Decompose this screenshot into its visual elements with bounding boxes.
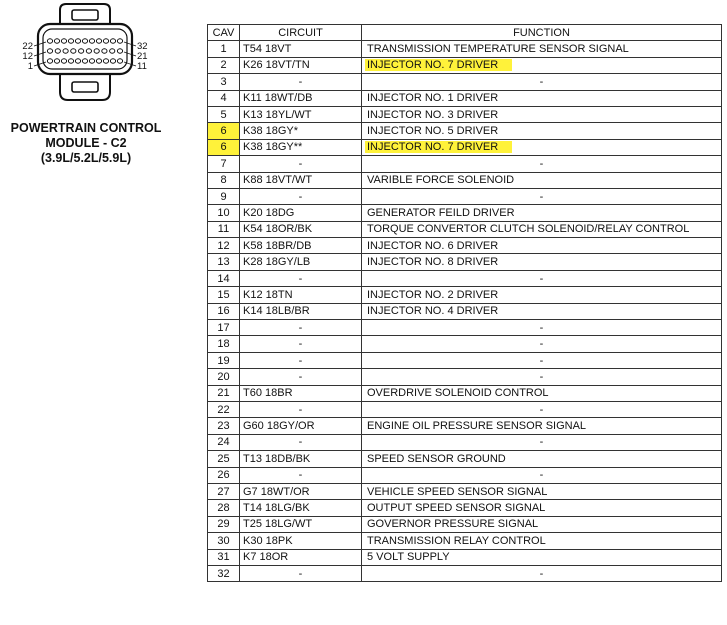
table-row bbox=[208, 320, 722, 336]
table-row bbox=[208, 123, 722, 139]
cav-cell: 21 bbox=[208, 385, 240, 401]
function-text: INJECTOR NO. 4 DRIVER bbox=[367, 305, 499, 318]
circuit-cell: G7 18WT/OR bbox=[240, 483, 362, 499]
function-text: OUTPUT SPEED SENSOR SIGNAL bbox=[367, 502, 546, 515]
pin-hole bbox=[82, 39, 87, 43]
function-text: - bbox=[539, 469, 544, 482]
function-cell bbox=[362, 139, 722, 155]
function-text: - bbox=[539, 370, 544, 383]
table-row bbox=[208, 57, 722, 73]
table-row bbox=[208, 139, 722, 155]
function-text: TORQUE CONVERTOR CLUTCH SOLENOID/RELAY CONTROL bbox=[367, 223, 690, 236]
pin-hole bbox=[82, 59, 87, 63]
function-cell bbox=[362, 221, 722, 237]
cav-cell: 14 bbox=[208, 270, 240, 286]
table-row bbox=[208, 188, 722, 204]
connector-caption bbox=[0, 121, 172, 166]
table-row bbox=[208, 516, 722, 532]
pin-hole bbox=[110, 49, 115, 53]
cav-cell: 23 bbox=[208, 418, 240, 434]
pin-label-32: 32 bbox=[137, 41, 148, 52]
pin-hole bbox=[71, 49, 76, 53]
table-row bbox=[208, 352, 722, 368]
table-row bbox=[208, 106, 722, 122]
cav-cell: 9 bbox=[208, 188, 240, 204]
table-header-row bbox=[208, 25, 722, 41]
header-cav: CAV bbox=[208, 25, 240, 41]
pin-hole bbox=[63, 49, 68, 53]
table-row bbox=[208, 533, 722, 549]
cav-cell: 26 bbox=[208, 467, 240, 483]
function-text: INJECTOR NO. 5 DRIVER bbox=[367, 125, 499, 138]
function-text: 5 VOLT SUPPLY bbox=[367, 551, 450, 564]
function-text: TRANSMISSION RELAY CONTROL bbox=[367, 534, 546, 547]
circuit-cell: - bbox=[240, 369, 362, 385]
circuit-cell: G60 18GY/OR bbox=[240, 418, 362, 434]
circuit-cell: - bbox=[240, 434, 362, 450]
cav-cell: 1 bbox=[208, 41, 240, 57]
function-text: TRANSMISSION TEMPERATURE SENSOR SIGNAL bbox=[367, 43, 629, 56]
cav-cell: 24 bbox=[208, 434, 240, 450]
pin-hole bbox=[117, 59, 122, 63]
circuit-cell: K38 18GY** bbox=[240, 139, 362, 155]
circuit-cell: K13 18YL/WT bbox=[240, 106, 362, 122]
function-cell bbox=[362, 123, 722, 139]
connector-diagram bbox=[0, 0, 170, 118]
circuit-cell: K30 18PK bbox=[240, 533, 362, 549]
function-text: - bbox=[539, 403, 544, 416]
header-function: FUNCTION bbox=[362, 25, 722, 41]
function-cell bbox=[362, 303, 722, 319]
table-row bbox=[208, 238, 722, 254]
function-cell bbox=[362, 270, 722, 286]
circuit-cell: K54 18OR/BK bbox=[240, 221, 362, 237]
function-cell bbox=[362, 418, 722, 434]
pin-label-11: 11 bbox=[137, 61, 147, 72]
circuit-cell: K11 18WT/DB bbox=[240, 90, 362, 106]
table-row bbox=[208, 467, 722, 483]
pin-hole bbox=[61, 59, 66, 63]
cav-cell: 5 bbox=[208, 106, 240, 122]
cav-cell: 17 bbox=[208, 320, 240, 336]
cav-cell: 7 bbox=[208, 156, 240, 172]
pin-hole bbox=[47, 59, 52, 63]
function-cell bbox=[362, 188, 722, 204]
cav-cell: 15 bbox=[208, 287, 240, 303]
circuit-cell: K14 18LB/BR bbox=[240, 303, 362, 319]
function-cell bbox=[362, 172, 722, 188]
connector-pins bbox=[47, 39, 122, 63]
cav-cell: 28 bbox=[208, 500, 240, 516]
pin-hole bbox=[55, 49, 60, 53]
function-cell bbox=[362, 401, 722, 417]
table-row bbox=[208, 41, 722, 57]
function-text: INJECTOR NO. 8 DRIVER bbox=[367, 256, 499, 269]
function-text: GENERATOR FEILD DRIVER bbox=[367, 206, 515, 219]
function-cell bbox=[362, 57, 722, 73]
function-text: INJECTOR NO. 1 DRIVER bbox=[367, 92, 499, 105]
function-cell bbox=[362, 74, 722, 90]
circuit-cell: K38 18GY* bbox=[240, 123, 362, 139]
cav-cell: 25 bbox=[208, 451, 240, 467]
pin-hole bbox=[54, 59, 59, 63]
function-text: INJECTOR NO. 3 DRIVER bbox=[367, 108, 499, 121]
circuit-cell: - bbox=[240, 188, 362, 204]
function-text: - bbox=[539, 338, 544, 351]
table-row bbox=[208, 451, 722, 467]
pinout-table bbox=[207, 24, 722, 582]
table-row bbox=[208, 90, 722, 106]
circuit-cell: K20 18DG bbox=[240, 205, 362, 221]
function-text: GOVERNOR PRESSURE SIGNAL bbox=[367, 518, 539, 531]
circuit-cell: T54 18VT bbox=[240, 41, 362, 57]
function-text: VEHICLE SPEED SENSOR SIGNAL bbox=[367, 485, 548, 498]
pin-hole bbox=[110, 39, 115, 43]
pin-hole bbox=[75, 39, 80, 43]
pin-hole bbox=[89, 59, 94, 63]
pin-hole bbox=[94, 49, 99, 53]
function-text: - bbox=[539, 321, 544, 334]
header-circuit: CIRCUIT bbox=[240, 25, 362, 41]
function-text: OVERDRIVE SOLENOID CONTROL bbox=[367, 387, 549, 400]
function-text: - bbox=[539, 567, 544, 580]
function-cell bbox=[362, 90, 722, 106]
table-row bbox=[208, 270, 722, 286]
cav-cell: 2 bbox=[208, 57, 240, 73]
pin-hole bbox=[68, 39, 73, 43]
table-row bbox=[208, 369, 722, 385]
pin-label-22: 22 bbox=[22, 41, 33, 52]
function-cell bbox=[362, 451, 722, 467]
function-text: ENGINE OIL PRESSURE SENSOR SIGNAL bbox=[367, 420, 587, 433]
caption-line-1: POWERTRAIN CONTROL bbox=[10, 121, 162, 135]
function-text: - bbox=[539, 75, 544, 88]
table-row bbox=[208, 221, 722, 237]
function-cell bbox=[362, 500, 722, 516]
function-cell bbox=[362, 352, 722, 368]
function-cell bbox=[362, 516, 722, 532]
cav-cell: 30 bbox=[208, 533, 240, 549]
cav-cell: 11 bbox=[208, 221, 240, 237]
function-text: VARIBLE FORCE SOLENOID bbox=[367, 174, 515, 187]
cav-cell: 16 bbox=[208, 303, 240, 319]
table-row bbox=[208, 156, 722, 172]
function-text: - bbox=[539, 354, 544, 367]
table-row bbox=[208, 303, 722, 319]
circuit-cell: - bbox=[240, 156, 362, 172]
cav-cell: 4 bbox=[208, 90, 240, 106]
table-row bbox=[208, 434, 722, 450]
table-row bbox=[208, 483, 722, 499]
function-cell bbox=[362, 156, 722, 172]
circuit-cell: T14 18LG/BK bbox=[240, 500, 362, 516]
pin-hole bbox=[68, 59, 73, 63]
circuit-cell: K58 18BR/DB bbox=[240, 238, 362, 254]
pin-hole bbox=[117, 49, 122, 53]
function-cell bbox=[362, 336, 722, 352]
function-cell bbox=[362, 205, 722, 221]
pin-hole bbox=[47, 49, 52, 53]
circuit-cell: - bbox=[240, 270, 362, 286]
table-row bbox=[208, 565, 722, 581]
function-cell bbox=[362, 549, 722, 565]
caption-line-3: (3.9L/5.2L/5.9L) bbox=[40, 151, 132, 165]
circuit-cell: T25 18LG/WT bbox=[240, 516, 362, 532]
cav-cell: 12 bbox=[208, 238, 240, 254]
cav-cell: 3 bbox=[208, 74, 240, 90]
cav-cell: 13 bbox=[208, 254, 240, 270]
circuit-cell: - bbox=[240, 336, 362, 352]
function-text: INJECTOR NO. 7 DRIVER bbox=[365, 59, 512, 71]
pin-hole bbox=[103, 39, 108, 43]
cav-cell: 19 bbox=[208, 352, 240, 368]
cav-cell: 20 bbox=[208, 369, 240, 385]
function-text: - bbox=[539, 272, 544, 285]
pinout-table-body bbox=[208, 41, 722, 582]
pin-hole bbox=[61, 39, 66, 43]
caption-line-2: MODULE - C2 bbox=[45, 136, 127, 150]
pin-hole bbox=[117, 39, 122, 43]
pin-label-1: 1 bbox=[27, 61, 33, 72]
table-row bbox=[208, 418, 722, 434]
table-row bbox=[208, 401, 722, 417]
table-row bbox=[208, 172, 722, 188]
function-cell bbox=[362, 320, 722, 336]
table-row bbox=[208, 385, 722, 401]
pin-hole bbox=[103, 59, 108, 63]
cav-cell: 31 bbox=[208, 549, 240, 565]
cav-cell: 6 bbox=[208, 123, 240, 139]
pin-hole bbox=[96, 39, 101, 43]
circuit-cell: K12 18TN bbox=[240, 287, 362, 303]
table-row bbox=[208, 336, 722, 352]
circuit-cell: T13 18DB/BK bbox=[240, 451, 362, 467]
function-text: INJECTOR NO. 7 DRIVER bbox=[365, 141, 512, 153]
pin-hole bbox=[54, 39, 59, 43]
table-row bbox=[208, 287, 722, 303]
function-cell bbox=[362, 106, 722, 122]
table-row bbox=[208, 205, 722, 221]
circuit-cell: - bbox=[240, 74, 362, 90]
pin-label-21: 21 bbox=[137, 51, 148, 62]
pin-hole bbox=[89, 39, 94, 43]
function-text: - bbox=[539, 436, 544, 449]
function-cell bbox=[362, 238, 722, 254]
function-cell bbox=[362, 369, 722, 385]
function-cell bbox=[362, 565, 722, 581]
circuit-cell: K26 18VT/TN bbox=[240, 57, 362, 73]
circuit-cell: T60 18BR bbox=[240, 385, 362, 401]
table-row bbox=[208, 254, 722, 270]
circuit-cell: - bbox=[240, 467, 362, 483]
function-text: - bbox=[539, 190, 544, 203]
pin-hole bbox=[110, 59, 115, 63]
cav-cell: 8 bbox=[208, 172, 240, 188]
pin-hole bbox=[96, 59, 101, 63]
function-cell bbox=[362, 467, 722, 483]
function-cell bbox=[362, 483, 722, 499]
function-cell bbox=[362, 434, 722, 450]
cav-cell: 22 bbox=[208, 401, 240, 417]
circuit-cell: K88 18VT/WT bbox=[240, 172, 362, 188]
circuit-cell: - bbox=[240, 401, 362, 417]
cav-cell: 29 bbox=[208, 516, 240, 532]
pin-label-12: 12 bbox=[22, 51, 33, 62]
cav-cell: 32 bbox=[208, 565, 240, 581]
function-text: SPEED SENSOR GROUND bbox=[367, 452, 506, 465]
table-row bbox=[208, 500, 722, 516]
function-cell bbox=[362, 385, 722, 401]
pin-hole bbox=[47, 39, 52, 43]
circuit-cell: K7 18OR bbox=[240, 549, 362, 565]
function-cell bbox=[362, 287, 722, 303]
cav-cell: 10 bbox=[208, 205, 240, 221]
pin-hole bbox=[75, 59, 80, 63]
table-row bbox=[208, 74, 722, 90]
function-text: INJECTOR NO. 6 DRIVER bbox=[367, 239, 499, 252]
circuit-cell: - bbox=[240, 320, 362, 336]
pin-hole bbox=[86, 49, 91, 53]
cav-cell: 27 bbox=[208, 483, 240, 499]
cav-cell: 6 bbox=[208, 139, 240, 155]
function-cell bbox=[362, 41, 722, 57]
pin-hole bbox=[79, 49, 84, 53]
function-cell bbox=[362, 533, 722, 549]
function-text: - bbox=[539, 157, 544, 170]
function-text: INJECTOR NO. 2 DRIVER bbox=[367, 288, 499, 301]
cav-cell: 18 bbox=[208, 336, 240, 352]
table-row bbox=[208, 549, 722, 565]
pin-hole bbox=[102, 49, 107, 53]
circuit-cell: - bbox=[240, 565, 362, 581]
function-cell bbox=[362, 254, 722, 270]
circuit-cell: - bbox=[240, 352, 362, 368]
circuit-cell: K28 18GY/LB bbox=[240, 254, 362, 270]
